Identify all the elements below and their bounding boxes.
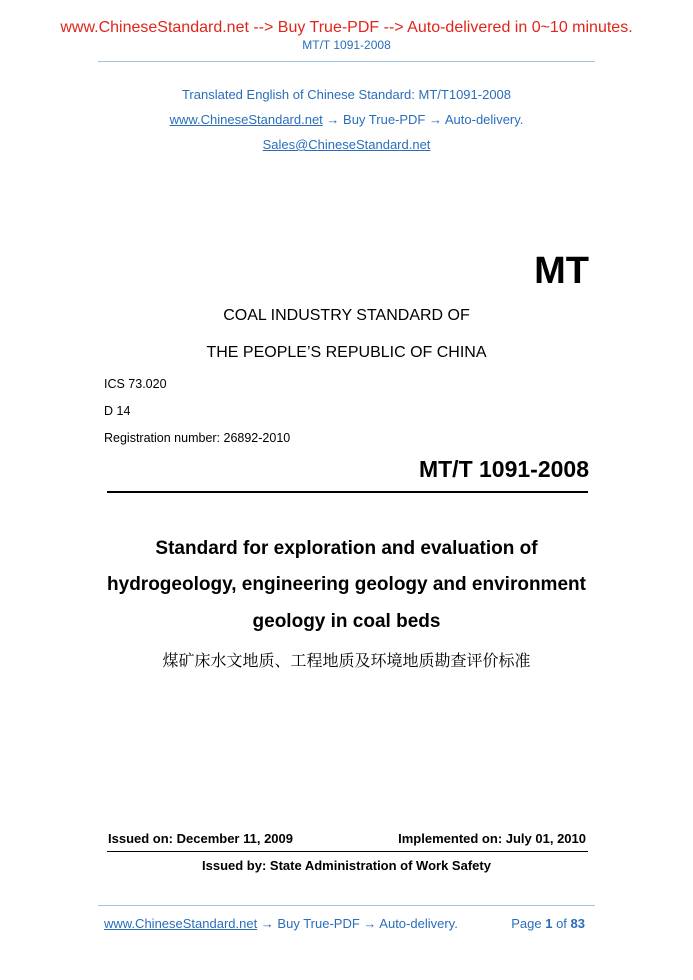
chinese-title: 煤矿床水文地质、工程地质及环境地质勘查评价标准 [162,651,531,670]
issued-by: Issued by: State Administration of Work Safety [202,858,491,873]
dates-divider [107,851,588,852]
issued-date: Issued on: December 11, 2009 [108,831,293,846]
classification-code: D 14 [104,404,131,418]
standard-number: MT/T 1091-2008 [418,456,589,482]
page-indicator [511,916,585,931]
page-total: 83 [570,916,585,931]
translation-note: Translated English of Chinese Standard: MT/T1091-2008 [181,87,512,102]
page-of: of [556,916,567,931]
org-line-1: COAL INDUSTRY STANDARD OF [223,307,470,324]
implemented-date: Implemented on: July 01, 2010 [398,831,586,846]
ics-code: ICS 73.020 [104,377,167,391]
page-label: Page [511,916,542,931]
buy-note: → Buy True-PDF → Auto-delivery. [322,112,524,127]
title-line-2: hydrogeology, engineering geology and environment [107,574,586,595]
header-standard-number: MT/T 1091-2008 [302,38,391,52]
footer-buy-note: → Buy True-PDF → Auto-delivery. [257,916,458,931]
registration-number: Registration number: 26892-2010 [104,431,291,445]
title-divider [107,491,588,493]
page-current: 1 [545,916,553,931]
org-line-2: THE PEOPLE’S REPUBLIC OF CHINA [206,344,487,361]
site-link[interactable]: www.ChineseStandard.net [169,112,323,127]
header-divider [98,61,595,62]
sales-email-link[interactable]: Sales@ChineseStandard.net [262,137,431,152]
footer-site-link[interactable]: www.ChineseStandard.net [104,916,258,931]
title-line-3: geology in coal beds [252,611,441,632]
footer-divider [98,905,595,906]
top-banner[interactable]: www.ChineseStandard.net --> Buy True-PDF --> Auto-delivered in 0~10 minutes. [60,19,633,36]
mt-logo: MT [534,250,589,292]
title-line-1: Standard for exploration and evaluation of [155,538,538,559]
footer-links [104,916,458,931]
translation-links [0,112,693,127]
